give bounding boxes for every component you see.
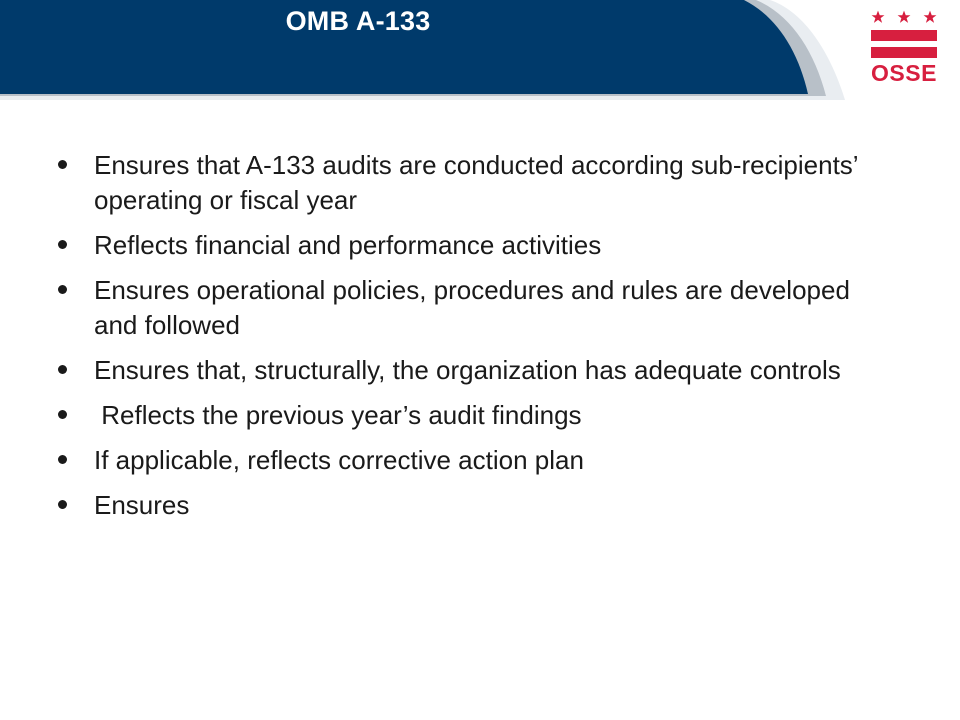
bullet-dot-icon — [58, 240, 67, 249]
bullet-item — [58, 398, 878, 433]
logo-stars — [871, 10, 937, 24]
slide-title: OMB A-133 — [285, 6, 431, 36]
bullet-dot-icon — [58, 285, 67, 294]
logo-bar-bottom — [871, 47, 937, 58]
bullet-text: Ensures — [94, 490, 190, 520]
bullet-dot-icon — [58, 365, 67, 374]
star-icon — [871, 10, 885, 24]
bullet-item — [58, 488, 878, 523]
bullet-dot-icon — [58, 500, 67, 509]
bullet-dot-icon — [58, 455, 67, 464]
bullet-text: Ensures that A-133 audits are conducted according sub-recipients’ operating or fiscal year — [94, 150, 858, 215]
bullet-list — [58, 148, 878, 533]
logo-bar-top — [871, 30, 937, 41]
logo-text: OSSE — [871, 60, 937, 86]
bullet-text: Reflects the previous year’s audit findings — [94, 400, 582, 430]
bullet-item — [58, 148, 878, 218]
osse-logo — [864, 10, 944, 88]
star-icon — [923, 10, 937, 24]
bullet-item — [58, 228, 878, 263]
bullet-text: Ensures operational policies, procedures and rules are developed and followed — [94, 275, 850, 340]
bullet-item — [58, 353, 878, 388]
bullet-dot-icon — [58, 410, 67, 419]
bullet-text: Reflects financial and performance activities — [94, 230, 602, 260]
bullet-item — [58, 273, 878, 343]
bullet-item — [58, 443, 878, 478]
bullet-text: If applicable, reflects corrective action plan — [94, 445, 584, 475]
star-icon — [897, 10, 911, 24]
bullet-dot-icon — [58, 160, 67, 169]
bullet-text: Ensures that, structurally, the organization has adequate controls — [94, 355, 841, 385]
